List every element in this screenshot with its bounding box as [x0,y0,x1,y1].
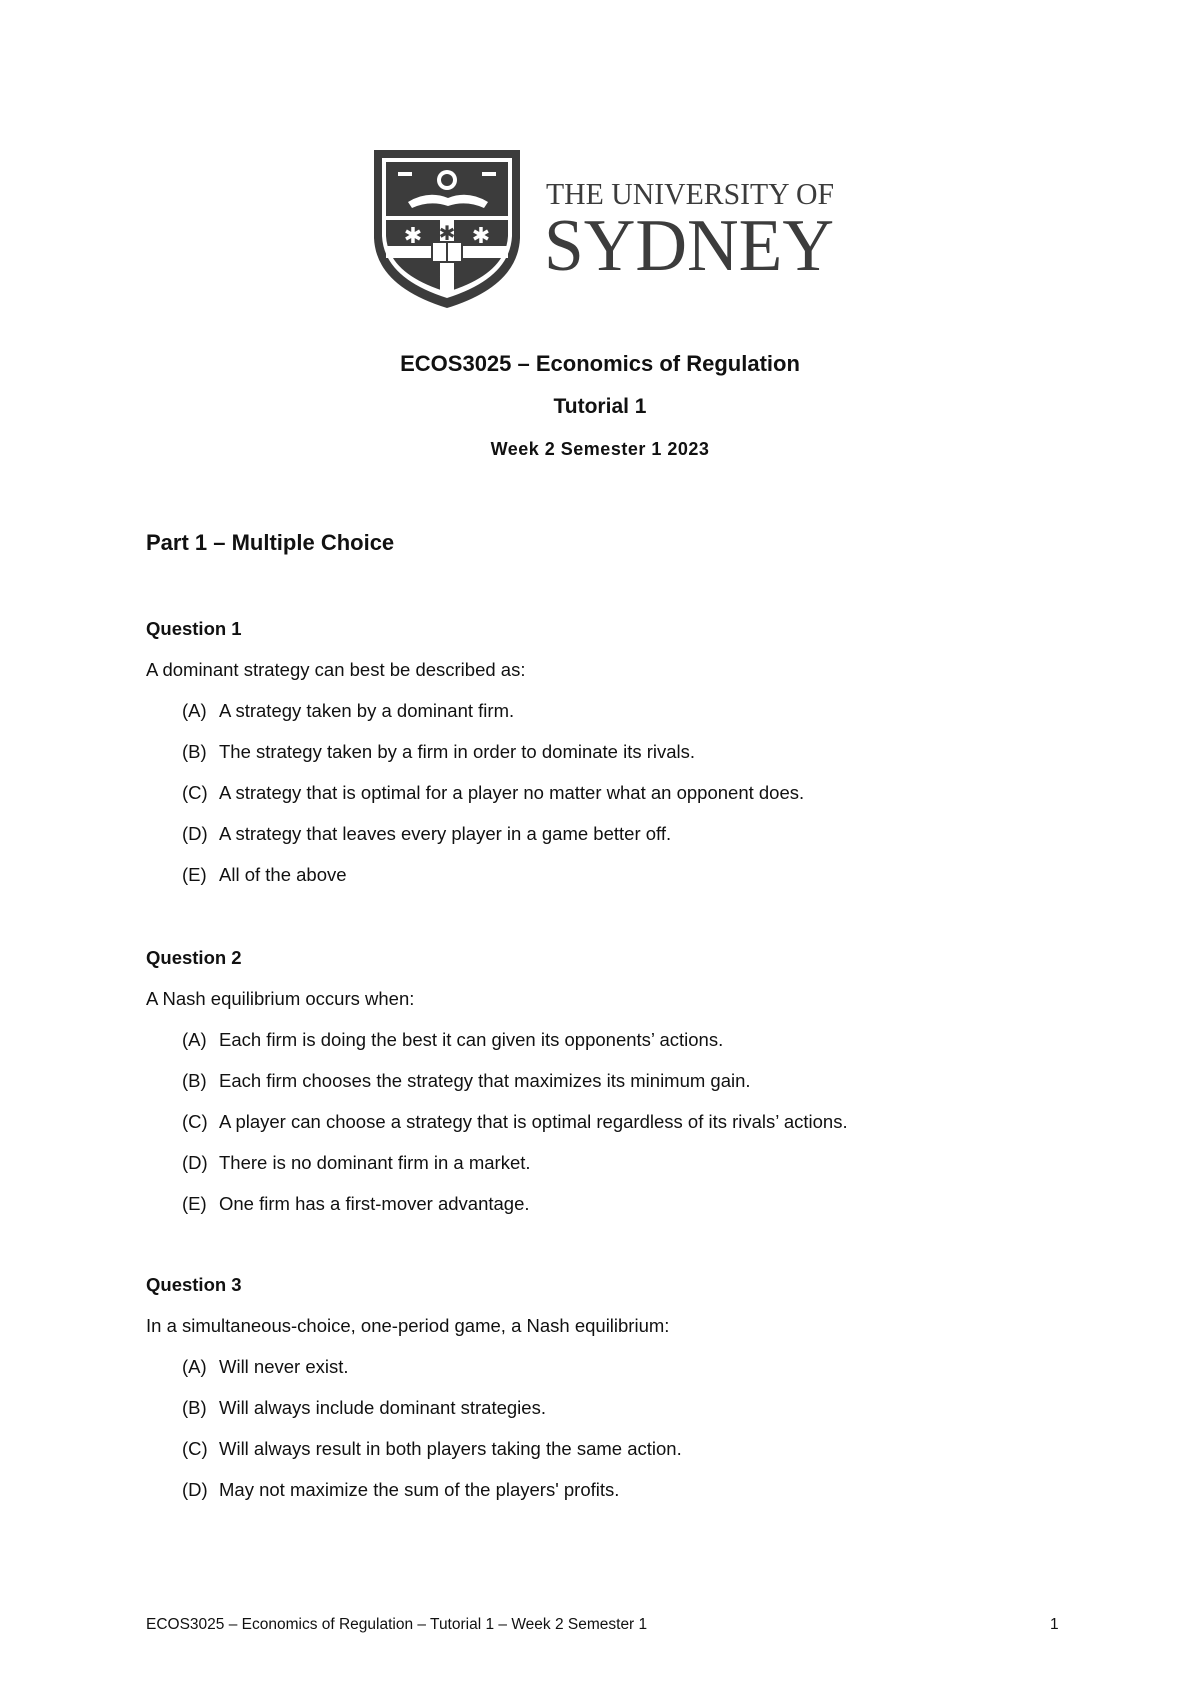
question-heading: Question 2 [146,947,242,968]
option-text: Will always result in both players taking the same action. [219,1438,682,1459]
question-heading: Question 3 [146,1274,242,1295]
option-text: Will never exist. [219,1356,349,1377]
option-letter: (B) [182,741,207,762]
logo-wordmark-line2: SYDNEY [544,205,834,287]
answer-option [146,1428,1086,1469]
part-heading: Part 1 – Multiple Choice [146,530,395,555]
option-text: The strategy taken by a firm in order to dominate its rivals. [219,741,696,762]
option-letter: (E) [182,1193,207,1214]
question-stem: In a simultaneous-choice, one-period game, a Nash equilibrium: [146,1315,670,1336]
answer-option [146,1387,1086,1428]
university-logo [368,146,844,310]
answer-option [146,1346,1086,1387]
document-subtitle: Tutorial 1 [553,395,647,418]
document-week: Week 2 Semester 1 2023 [490,439,710,459]
answer-option [146,1183,1086,1224]
question-stem: A dominant strategy can best be described as: [146,659,526,680]
option-text: Each firm is doing the best it can given its opponents’ actions. [219,1029,724,1050]
answer-option [146,1019,1086,1060]
option-text: A strategy that is optimal for a player no matter what an opponent does. [219,782,805,803]
question-3 [146,1264,1086,1510]
option-text: There is no dominant firm in a market. [219,1152,531,1173]
page-footer: ECOS3025 – Economics of Regulation – Tutorial 1 – Week 2 Semester 1 [146,1616,648,1633]
option-text: A player can choose a strategy that is optimal regardless of its rivals’ actions. [219,1111,848,1132]
answer-option [146,1469,1086,1510]
option-letter: (C) [182,1438,208,1459]
option-letter: (C) [182,1111,208,1132]
option-letter: (C) [182,782,208,803]
option-text: May not maximize the sum of the players' profits. [219,1479,620,1500]
option-letter: (A) [182,700,207,721]
option-text: Each firm chooses the strategy that maximizes its minimum gain. [219,1070,751,1091]
answer-option [146,1142,1086,1183]
logo-wordmark-line1: THE UNIVERSITY OF [546,176,834,211]
answer-option [146,690,1086,731]
question-1 [146,608,1086,895]
document-title: ECOS3025 – Economics of Regulation [400,351,800,376]
answer-option [146,813,1086,854]
option-letter: (A) [182,1029,207,1050]
option-letter: (B) [182,1070,207,1091]
option-letter: (A) [182,1356,207,1377]
svg-text:✱: ✱ [403,224,423,249]
question-2 [146,937,1086,1224]
page-number: 1 [1050,1616,1059,1633]
svg-text:✱: ✱ [438,221,456,245]
option-letter: (B) [182,1397,207,1418]
option-text: A strategy that leaves every player in a game better off. [219,823,672,844]
option-letter: (D) [182,1479,208,1500]
option-letter: (E) [182,864,207,885]
svg-text:✱: ✱ [471,224,491,249]
answer-option [146,854,1086,895]
option-letter: (D) [182,1152,208,1173]
question-heading: Question 1 [146,618,242,639]
option-letter: (D) [182,823,208,844]
option-text: Will always include dominant strategies. [219,1397,546,1418]
answer-option [146,731,1086,772]
question-stem: A Nash equilibrium occurs when: [146,988,415,1009]
option-text: A strategy taken by a dominant firm. [219,700,515,721]
answer-option [146,1101,1086,1142]
option-text: All of the above [219,864,347,885]
answer-option [146,772,1086,813]
option-text: One firm has a first-mover advantage. [219,1193,530,1214]
svg-text:✱: ✱ [438,267,456,291]
answer-option [146,1060,1086,1101]
university-crest-icon [368,146,844,310]
